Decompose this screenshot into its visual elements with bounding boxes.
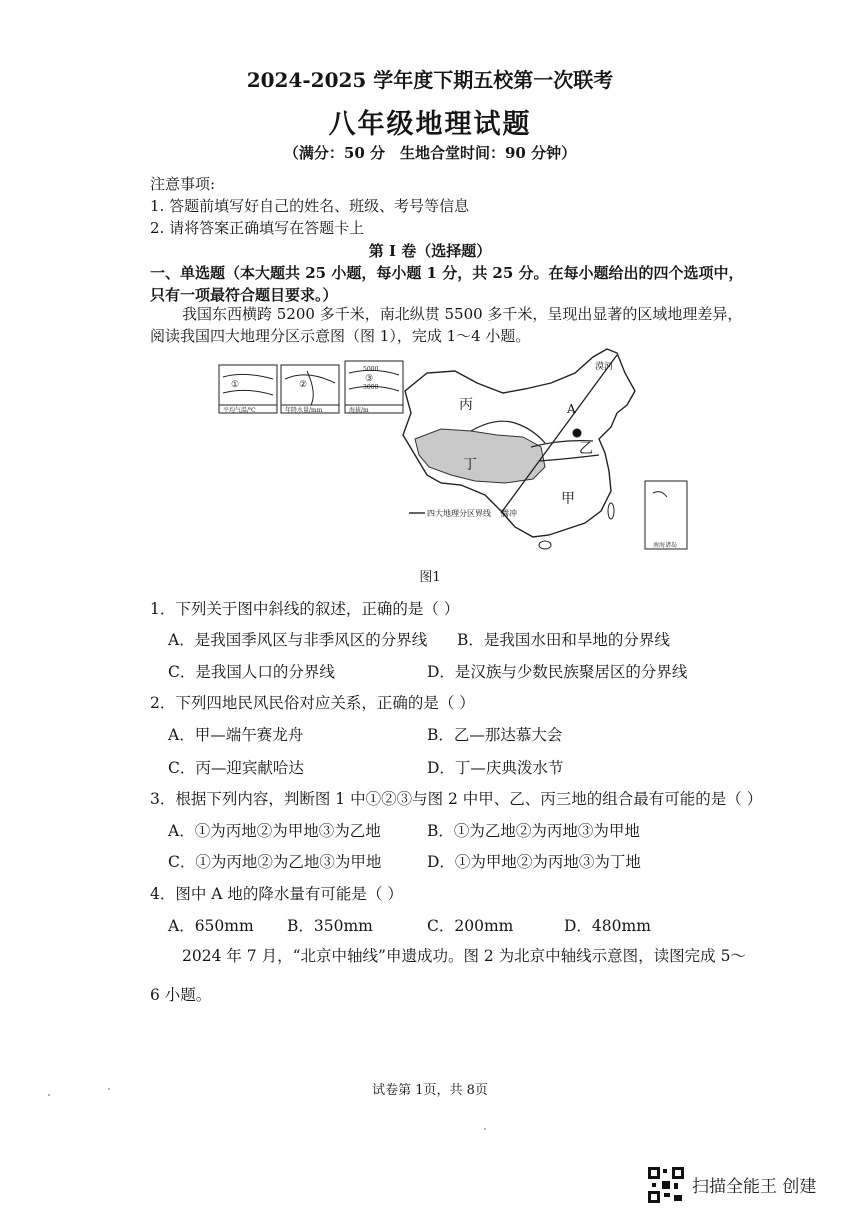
option-d: D．是汉族与少数民族聚居区的分界线 — [427, 663, 688, 681]
region-label: 乙 — [579, 441, 593, 457]
passage-2: 6 小题。 — [150, 986, 212, 1004]
panel-label: 海拔/m — [349, 407, 369, 414]
panel-value: 5000 — [363, 366, 379, 373]
notice-item: 1. 答题前填写好自己的姓名、班级、考号等信息 — [150, 197, 470, 215]
question-stem: 4．图中 A 地的降水量有可能是（ ） — [150, 885, 403, 903]
option-a: A．是我国季风区与非季风区的分界线 — [168, 631, 428, 649]
question-stem: 1．下列关于图中斜线的叙述，正确的是（ ） — [150, 600, 460, 618]
paper-title: 八年级地理试题 — [328, 109, 532, 140]
beijing-dot — [573, 429, 582, 438]
region-label: 甲 — [561, 491, 575, 507]
region-label: 丙 — [459, 397, 473, 413]
option-d: D．丁—庆典泼水节 — [427, 759, 564, 777]
option-d: D．480mm — [564, 917, 651, 935]
qr-code-icon — [648, 1167, 684, 1203]
option-c: C．①为丙地②为乙地③为甲地 — [168, 853, 382, 871]
passage-1: 我国东西横跨 5200 多千米，南北纵贯 5500 多千米，呈现出显著的区域地理差异， — [182, 305, 743, 323]
taiwan-island — [608, 503, 614, 519]
option-d: D．①为甲地②为丙地③为丁地 — [427, 853, 641, 871]
option-b: B．是我国水田和旱地的分界线 — [457, 631, 670, 649]
figure-caption: 图1 — [419, 570, 441, 585]
option-a: A．①为丙地②为甲地③为乙地 — [168, 822, 381, 840]
panel-label: 年降水量/mm — [285, 407, 323, 414]
scanner-brand: 扫描全能王 创建 — [692, 1177, 817, 1197]
map-legend: 四大地理分区界线 — [427, 509, 491, 518]
section-instruction: 一、单选题（本大题共 25 小题，每小题 1 分，共 25 分。在每小题给出的四个选项中， — [150, 264, 744, 282]
option-c: C．是我国人口的分界线 — [168, 663, 335, 681]
page-footer: 试卷第 1页，共 8页 — [372, 1083, 488, 1098]
option-a: A．甲—端午赛龙舟 — [168, 726, 304, 744]
panel-marker: ③ — [365, 374, 374, 384]
passage-2: 2024 年 7 月，“北京中轴线”申遗成功。图 2 为北京中轴线示意图，读图完成 5～ — [182, 947, 746, 965]
inset-label: 南海诸岛 — [653, 542, 678, 549]
panel-temperature — [219, 365, 277, 413]
china-regions-map — [215, 343, 690, 558]
south-sea-inset — [645, 481, 687, 549]
hainan-island — [539, 541, 551, 549]
option-c: C．丙—迎宾献哈达 — [168, 759, 304, 777]
panel-marker: ① — [231, 380, 240, 390]
question-stem: 3．根据下列内容，判断图 1 中①②③与图 2 中甲、乙、丙三地的组合最有可能的是（ ） — [150, 790, 763, 808]
panel-precipitation — [281, 365, 339, 413]
option-b: B．①为乙地②为丙地③为甲地 — [427, 822, 640, 840]
region-label: A — [567, 402, 576, 416]
option-b: B．350mm — [287, 917, 373, 935]
question-stem: 2．下列四地民风民俗对应关系，正确的是（ ） — [150, 694, 475, 712]
exam-title: 2024-2025 学年度下期五校第一次联考 — [246, 68, 614, 92]
option-a: A．650mm — [168, 917, 254, 935]
notice-heading: 注意事项: — [150, 175, 216, 193]
place-label: 腾冲 — [501, 509, 517, 518]
panel-label: 平均气温/℃ — [223, 407, 256, 414]
option-c: C．200mm — [427, 917, 514, 935]
exam-meta: （满分：50 分 生地合堂时间：90 分钟） — [283, 144, 577, 162]
panel-marker: ② — [299, 380, 308, 390]
panel-value: 3000 — [363, 384, 379, 391]
passage-1: 阅读我国四大地理分区示意图（图 1），完成 1～4 小题。 — [150, 327, 531, 345]
place-label: 漠河 — [595, 362, 614, 372]
section-title: 第 I 卷（选择题） — [368, 242, 492, 260]
notice-item: 2. 请将答案正确填写在答题卡上 — [150, 219, 365, 237]
section-instruction: 只有一项最符合题目要求。） — [150, 286, 338, 304]
scan-speck — [484, 1128, 486, 1130]
region-label: 丁 — [463, 457, 477, 473]
option-b: B．乙—那达慕大会 — [427, 726, 563, 744]
